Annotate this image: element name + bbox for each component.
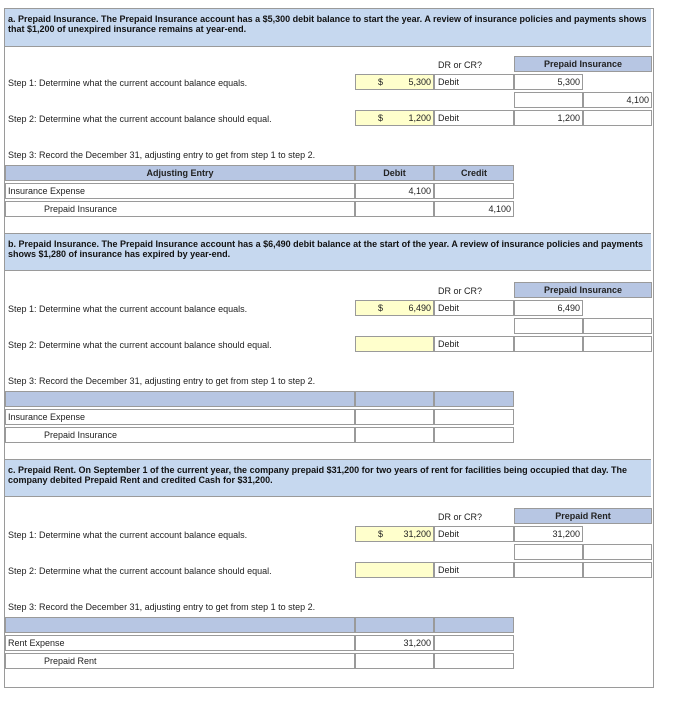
section-c-step2-drcr-select[interactable]: Debit (434, 562, 514, 578)
section-b-step1-drcr-select[interactable]: Debit (434, 300, 514, 316)
section-c-drcr-label: DR or CR? (438, 512, 483, 522)
section-c-taccount-left-1[interactable]: 31,200 (514, 526, 583, 542)
section-c-taccount-right-2[interactable] (583, 562, 652, 578)
amount-value: 5,300 (408, 77, 431, 87)
section-a-taccount-right-1[interactable]: 4,100 (583, 92, 652, 108)
section-b-taccount-left-blank[interactable] (514, 318, 583, 334)
section-a-step3-label: Step 3: Record the December 31, adjusting entry to get from step 1 to step 2. (8, 150, 316, 160)
section-b-header: b. Prepaid Insurance. The Prepaid Insurance account has a $6,490 debit balance at the start of the year. A review of insurance policies and payments shows $1,280 of insurance has expired by year-end. (5, 233, 651, 271)
section-c-taccount-title: Prepaid Rent (514, 508, 652, 524)
currency-symbol: $ (378, 113, 384, 123)
section-c-debit-header (355, 617, 434, 633)
section-b-taccount-right-1[interactable] (583, 318, 652, 334)
section-a-header: a. Prepaid Insurance. The Prepaid Insurance account has a $5,300 debit balance to start the year. A review of insurance policies and payments shows that $1,200 of unexpired insurance remains at year-end. (5, 9, 651, 47)
section-a-step2-amount-field[interactable] (355, 110, 434, 126)
section-b-taccount-right-2[interactable] (583, 336, 652, 352)
section-a-taccount-left-1[interactable]: 5,300 (514, 74, 583, 90)
section-a-entry-credit-1[interactable] (434, 183, 514, 199)
section-c-entry-debit-2[interactable] (355, 653, 434, 669)
currency-symbol: $ (378, 77, 384, 87)
section-b-step3-label: Step 3: Record the December 31, adjusting entry to get from step 1 to step 2. (8, 376, 316, 386)
section-b-step1-amount-field[interactable] (355, 300, 434, 316)
section-c-step1-label: Step 1: Determine what the current account balance equals. (8, 530, 248, 540)
section-b-credit-header (434, 391, 514, 407)
section-c-entry-credit-1[interactable] (434, 635, 514, 651)
section-c-step3-label: Step 3: Record the December 31, adjusting entry to get from step 1 to step 2. (8, 602, 316, 612)
section-b-taccount-left-1[interactable]: 6,490 (514, 300, 583, 316)
section-a-step2-label: Step 2: Determine what the current account balance should equal. (8, 114, 272, 124)
section-b-taccount-left-2[interactable] (514, 336, 583, 352)
amount-value: 6,490 (408, 303, 431, 313)
section-b-entry-title (5, 391, 355, 407)
section-a-debit-header: Debit (355, 165, 434, 181)
section-a-taccount-left-2[interactable]: 1,200 (514, 110, 583, 126)
section-a-entry-account-2[interactable]: Prepaid Insurance (5, 201, 355, 217)
section-c-entry-account-1[interactable]: Rent Expense (5, 635, 355, 651)
section-c-entry-title (5, 617, 355, 633)
section-a-entry-debit-2[interactable] (355, 201, 434, 217)
section-c-step2-label: Step 2: Determine what the current account balance should equal. (8, 566, 272, 576)
section-b-entry-debit-2[interactable] (355, 427, 434, 443)
section-a-entry-account-1[interactable]: Insurance Expense (5, 183, 355, 199)
section-c-taccount-left-blank[interactable] (514, 544, 583, 560)
section-a-taccount-right-2[interactable] (583, 110, 652, 126)
section-a-step2-drcr-select[interactable]: Debit (434, 110, 514, 126)
section-b-drcr-label: DR or CR? (438, 286, 483, 296)
section-b-step2-amount-field[interactable] (355, 336, 434, 352)
section-b-debit-header (355, 391, 434, 407)
section-a-entry-debit-1[interactable]: 4,100 (355, 183, 434, 199)
section-c-credit-header (434, 617, 514, 633)
section-a-entry-credit-2[interactable]: 4,100 (434, 201, 514, 217)
section-c-entry-debit-1[interactable]: 31,200 (355, 635, 434, 651)
section-b-step1-label: Step 1: Determine what the current account balance equals. (8, 304, 248, 314)
currency-symbol: $ (378, 529, 384, 539)
section-b-step2-label: Step 2: Determine what the current account balance should equal. (8, 340, 272, 350)
section-b-entry-debit-1[interactable] (355, 409, 434, 425)
section-a-drcr-label: DR or CR? (438, 60, 483, 70)
section-a-step1-amount-field[interactable] (355, 74, 434, 90)
section-b-entry-credit-1[interactable] (434, 409, 514, 425)
amount-value: 31,200 (403, 529, 431, 539)
section-c-entry-account-2[interactable]: Prepaid Rent (5, 653, 355, 669)
section-c-step2-amount-field[interactable] (355, 562, 434, 578)
section-a-entry-title: Adjusting Entry (5, 165, 355, 181)
section-c-header: c. Prepaid Rent. On September 1 of the current year, the company prepaid $31,200 for two years of rent for facilities being occupied that day. The company debited Prepaid Rent and credited Cash for $31,200. (5, 459, 651, 497)
section-a-taccount-title: Prepaid Insurance (514, 56, 652, 72)
section-b-step2-drcr-select[interactable]: Debit (434, 336, 514, 352)
amount-value: 1,200 (408, 113, 431, 123)
section-c-step1-drcr-select[interactable]: Debit (434, 526, 514, 542)
section-c-step1-amount-field[interactable] (355, 526, 434, 542)
section-b-entry-credit-2[interactable] (434, 427, 514, 443)
section-a-credit-header: Credit (434, 165, 514, 181)
section-b-entry-account-1[interactable]: Insurance Expense (5, 409, 355, 425)
section-c-entry-credit-2[interactable] (434, 653, 514, 669)
section-c-taccount-left-2[interactable] (514, 562, 583, 578)
section-a-step1-label: Step 1: Determine what the current account balance equals. (8, 78, 248, 88)
section-a-taccount-left-blank[interactable] (514, 92, 583, 108)
section-b-taccount-title: Prepaid Insurance (514, 282, 652, 298)
section-c-taccount-right-1[interactable] (583, 544, 652, 560)
section-a-step1-drcr-select[interactable]: Debit (434, 74, 514, 90)
section-b-entry-account-2[interactable]: Prepaid Insurance (5, 427, 355, 443)
currency-symbol: $ (378, 303, 384, 313)
